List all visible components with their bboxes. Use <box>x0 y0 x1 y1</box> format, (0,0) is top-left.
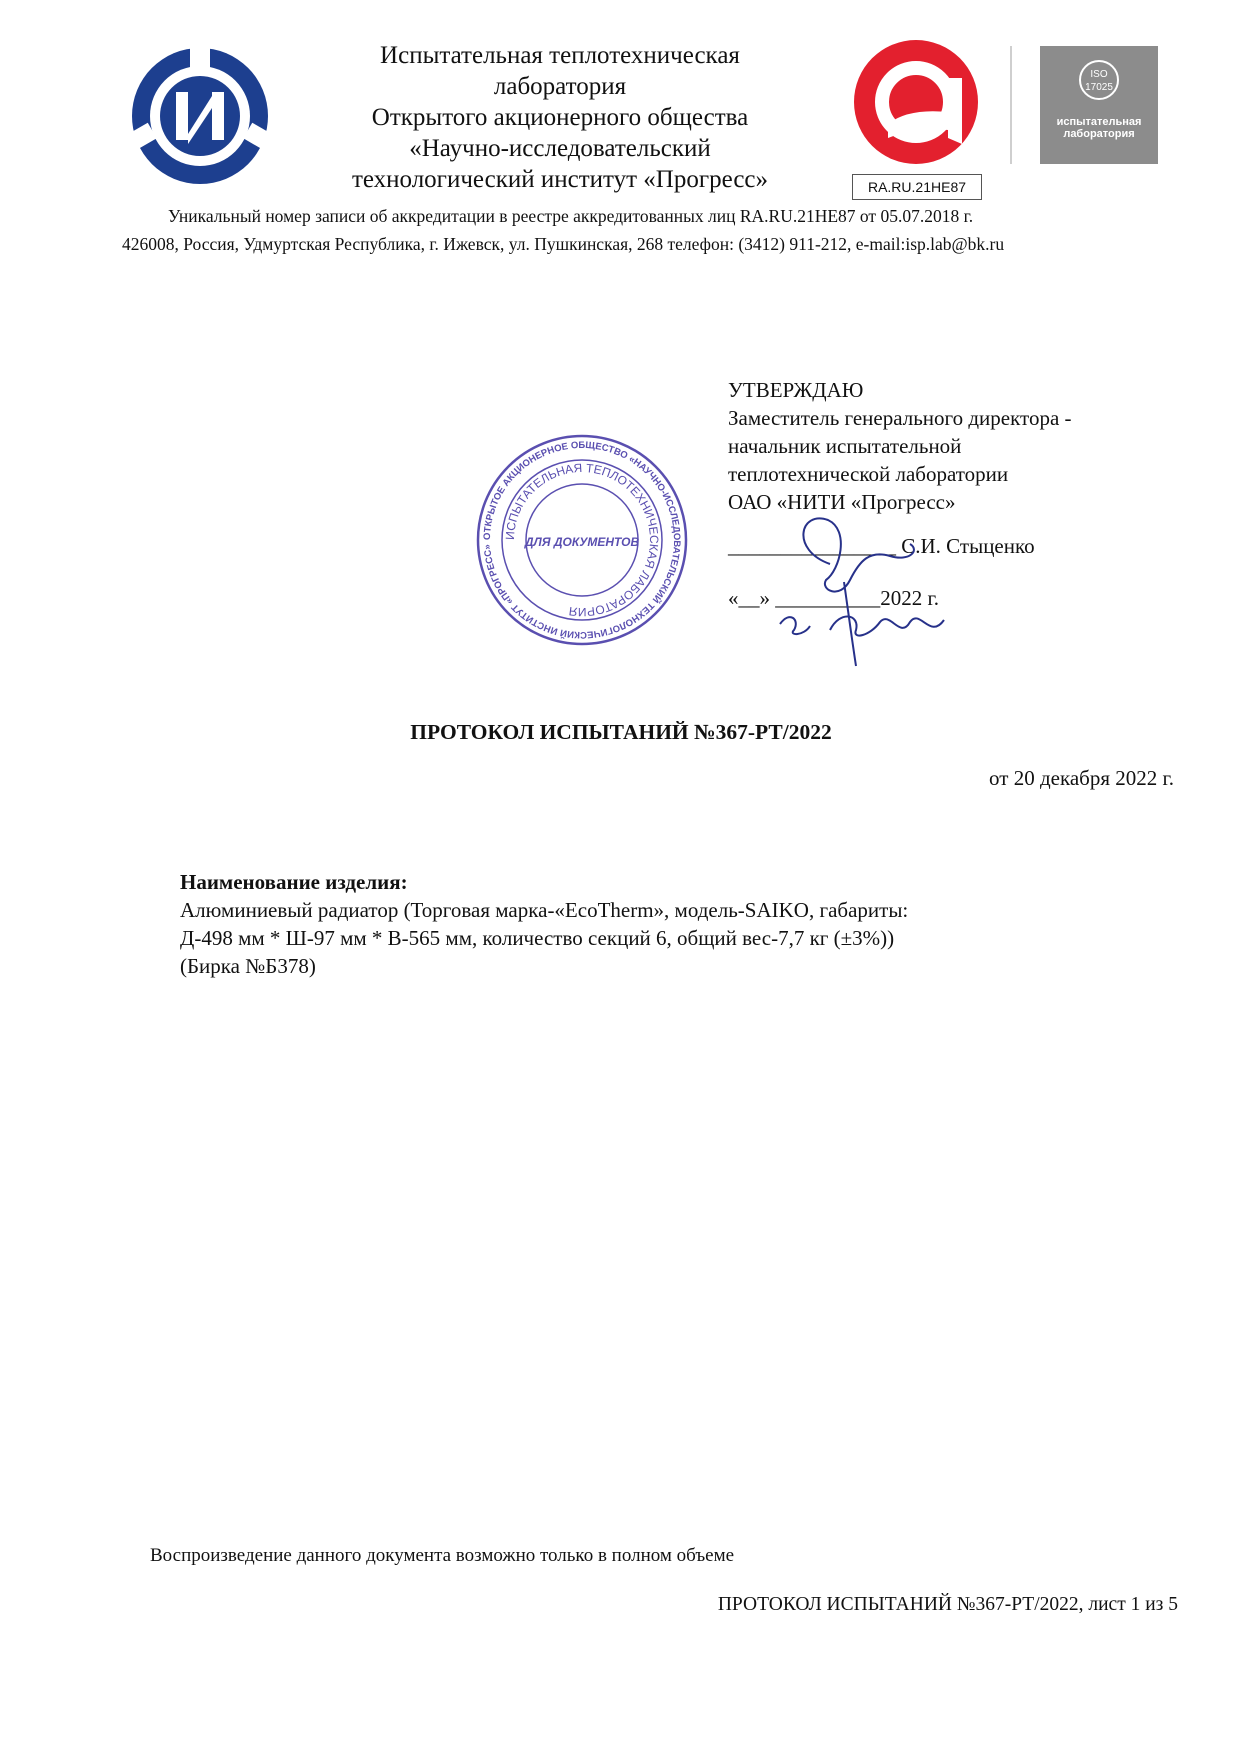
product-line-1: Алюминиевый радиатор (Торговая марка-«EcoTherm», модель-SAIKO, габариты: <box>180 898 909 922</box>
approval-position-3: теплотехнической лаборатории <box>728 462 1009 486</box>
stamp-outer-text: ОТКРЫТОЕ АКЦИОНЕРНОЕ ОБЩЕСТВО «НАУЧНО-ИССЛЕДОВАТЕЛЬСКИЙ ТЕХНОЛОГИЧЕСКИЙ ИНСТИТУТ «ПРОГРЕСС» <box>481 439 683 641</box>
product-line-3: (Бирка №Б378) <box>180 954 316 978</box>
lab-stamp <box>474 432 690 648</box>
stamp-center-text: ДЛЯ ДОКУМЕНТОВ <box>524 535 640 549</box>
org-line-4: «Научно-исследовательский <box>409 135 711 162</box>
logo-divider <box>1010 46 1012 164</box>
organization-name <box>300 40 820 195</box>
approval-position-2: начальник испытательной <box>728 434 962 458</box>
institute-logo <box>128 44 272 188</box>
handwritten-signature <box>760 490 1040 670</box>
iso-caption-2: лаборатория <box>1063 128 1135 140</box>
protocol-date: от 20 декабря 2022 г. <box>989 766 1174 790</box>
accreditation-line: Уникальный номер записи об аккредитации в реестре аккредитованных лиц RA.RU.21НЕ87 от 05.07.2018 г. <box>168 206 974 226</box>
reproduction-note: Воспроизведение данного документа возможно только в полном объеме <box>150 1545 735 1566</box>
iso-number: 17025 <box>1085 82 1113 93</box>
approval-position-1: Заместитель генерального директора - <box>728 406 1072 430</box>
org-line-2: лаборатория <box>493 73 627 100</box>
product-heading: Наименование изделия: <box>180 870 408 894</box>
approval-position-4: ОАО «НИТИ «Прогресс» <box>728 490 956 514</box>
org-line-1: Испытательная теплотехническая <box>380 42 740 69</box>
approval-date-line: «__» __________2022 г. <box>728 586 939 610</box>
stamp-inner-text: ИСПЫТАТЕЛЬНАЯ ТЕПЛОТЕХНИЧЕСКАЯ ЛАБОРАТОРИЯ <box>502 460 662 620</box>
accreditation-code-box <box>852 174 982 200</box>
product-line-2: Д-498 мм * Ш-97 мм * В-565 мм, количество секций 6, общий вес-7,7 кг (±3%)) <box>180 926 895 950</box>
accreditation-logo <box>848 38 984 174</box>
iso-label: ISO <box>1090 69 1108 80</box>
approval-title: УТВЕРЖДАЮ <box>728 378 864 402</box>
page-info: ПРОТОКОЛ ИСПЫТАНИЙ №367-РТ/2022, лист 1 из 5 <box>717 1594 1178 1615</box>
iso-circle <box>1079 60 1119 100</box>
accreditation-code: RA.RU.21НЕ87 <box>867 179 967 195</box>
address-line: 426008, Россия, Удмуртская Республика, г. Ижевск, ул. Пушкинская, 268 телефон: (3412) 911-212, e-mail:isp.lab@bk.ru <box>122 234 1005 254</box>
protocol-title: ПРОТОКОЛ ИСПЫТАНИЙ №367-РТ/2022 <box>410 720 832 744</box>
org-line-3: Открытого акционерного общества <box>371 104 749 131</box>
iso-caption-1: испытательная <box>1056 116 1142 128</box>
org-line-5: технологический институт «Прогресс» <box>351 166 769 193</box>
signature-line: ________________ С.И. Стыценко <box>728 534 1035 558</box>
product-description <box>180 868 908 980</box>
iso-badge <box>1040 46 1158 164</box>
